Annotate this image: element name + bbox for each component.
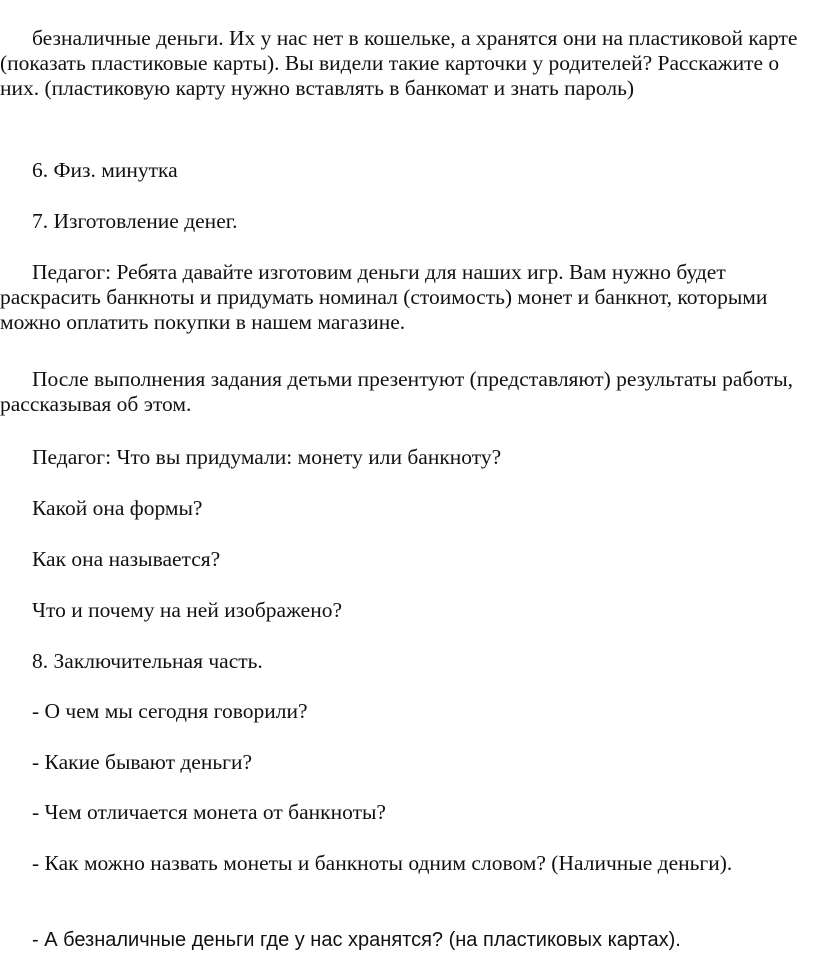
- paragraph-cashless-money: безналичные деньги. Их у нас нет в кошельке, а хранятся они на пластиковой карте (показать пластиковые карты). Вы видели такие карточки у родителей? Расскажите о них. (пластиковую карту нужно вставлять в банкомат и знать пароль): [0, 26, 798, 100]
- paragraph-name-question: Как она называется?: [32, 547, 221, 571]
- paragraph-cashless-storage: - А безналичные деньги где у нас хранятся? (на пластиковых картах).: [32, 929, 681, 951]
- paragraph-presentation: После выполнения задания детьми презентуют (представляют) результаты работы, рассказывая об этом.: [0, 367, 794, 416]
- paragraph-shape-question: Какой она формы?: [32, 496, 203, 520]
- paragraph-section-8: 8. Заключительная часть.: [32, 649, 263, 673]
- paragraph-talked-about: - О чем мы сегодня говорили?: [32, 699, 308, 723]
- paragraph-teacher-question: Педагог: Что вы придумали: монету или банкноту?: [32, 445, 502, 469]
- paragraph-image-question: Что и почему на ней изображено?: [32, 598, 342, 622]
- paragraph-teacher-instructions: Педагог: Ребята давайте изготовим деньги для наших игр. Вам нужно будет раскрасить банкноты и придумать номинал (стоимость) монет и банкнот, которыми можно оплатить покупки в нашем магазине.: [0, 260, 768, 334]
- paragraph-section-7: 7. Изготовление денег.: [32, 209, 238, 233]
- paragraph-one-word: - Как можно назвать монеты и банкноты одним словом? (Наличные деньги).: [32, 851, 733, 875]
- paragraph-money-kinds: - Какие бывают деньги?: [32, 750, 253, 774]
- paragraph-section-6: 6. Физ. минутка: [32, 158, 178, 182]
- paragraph-coin-vs-banknote: - Чем отличается монета от банкноты?: [32, 800, 386, 824]
